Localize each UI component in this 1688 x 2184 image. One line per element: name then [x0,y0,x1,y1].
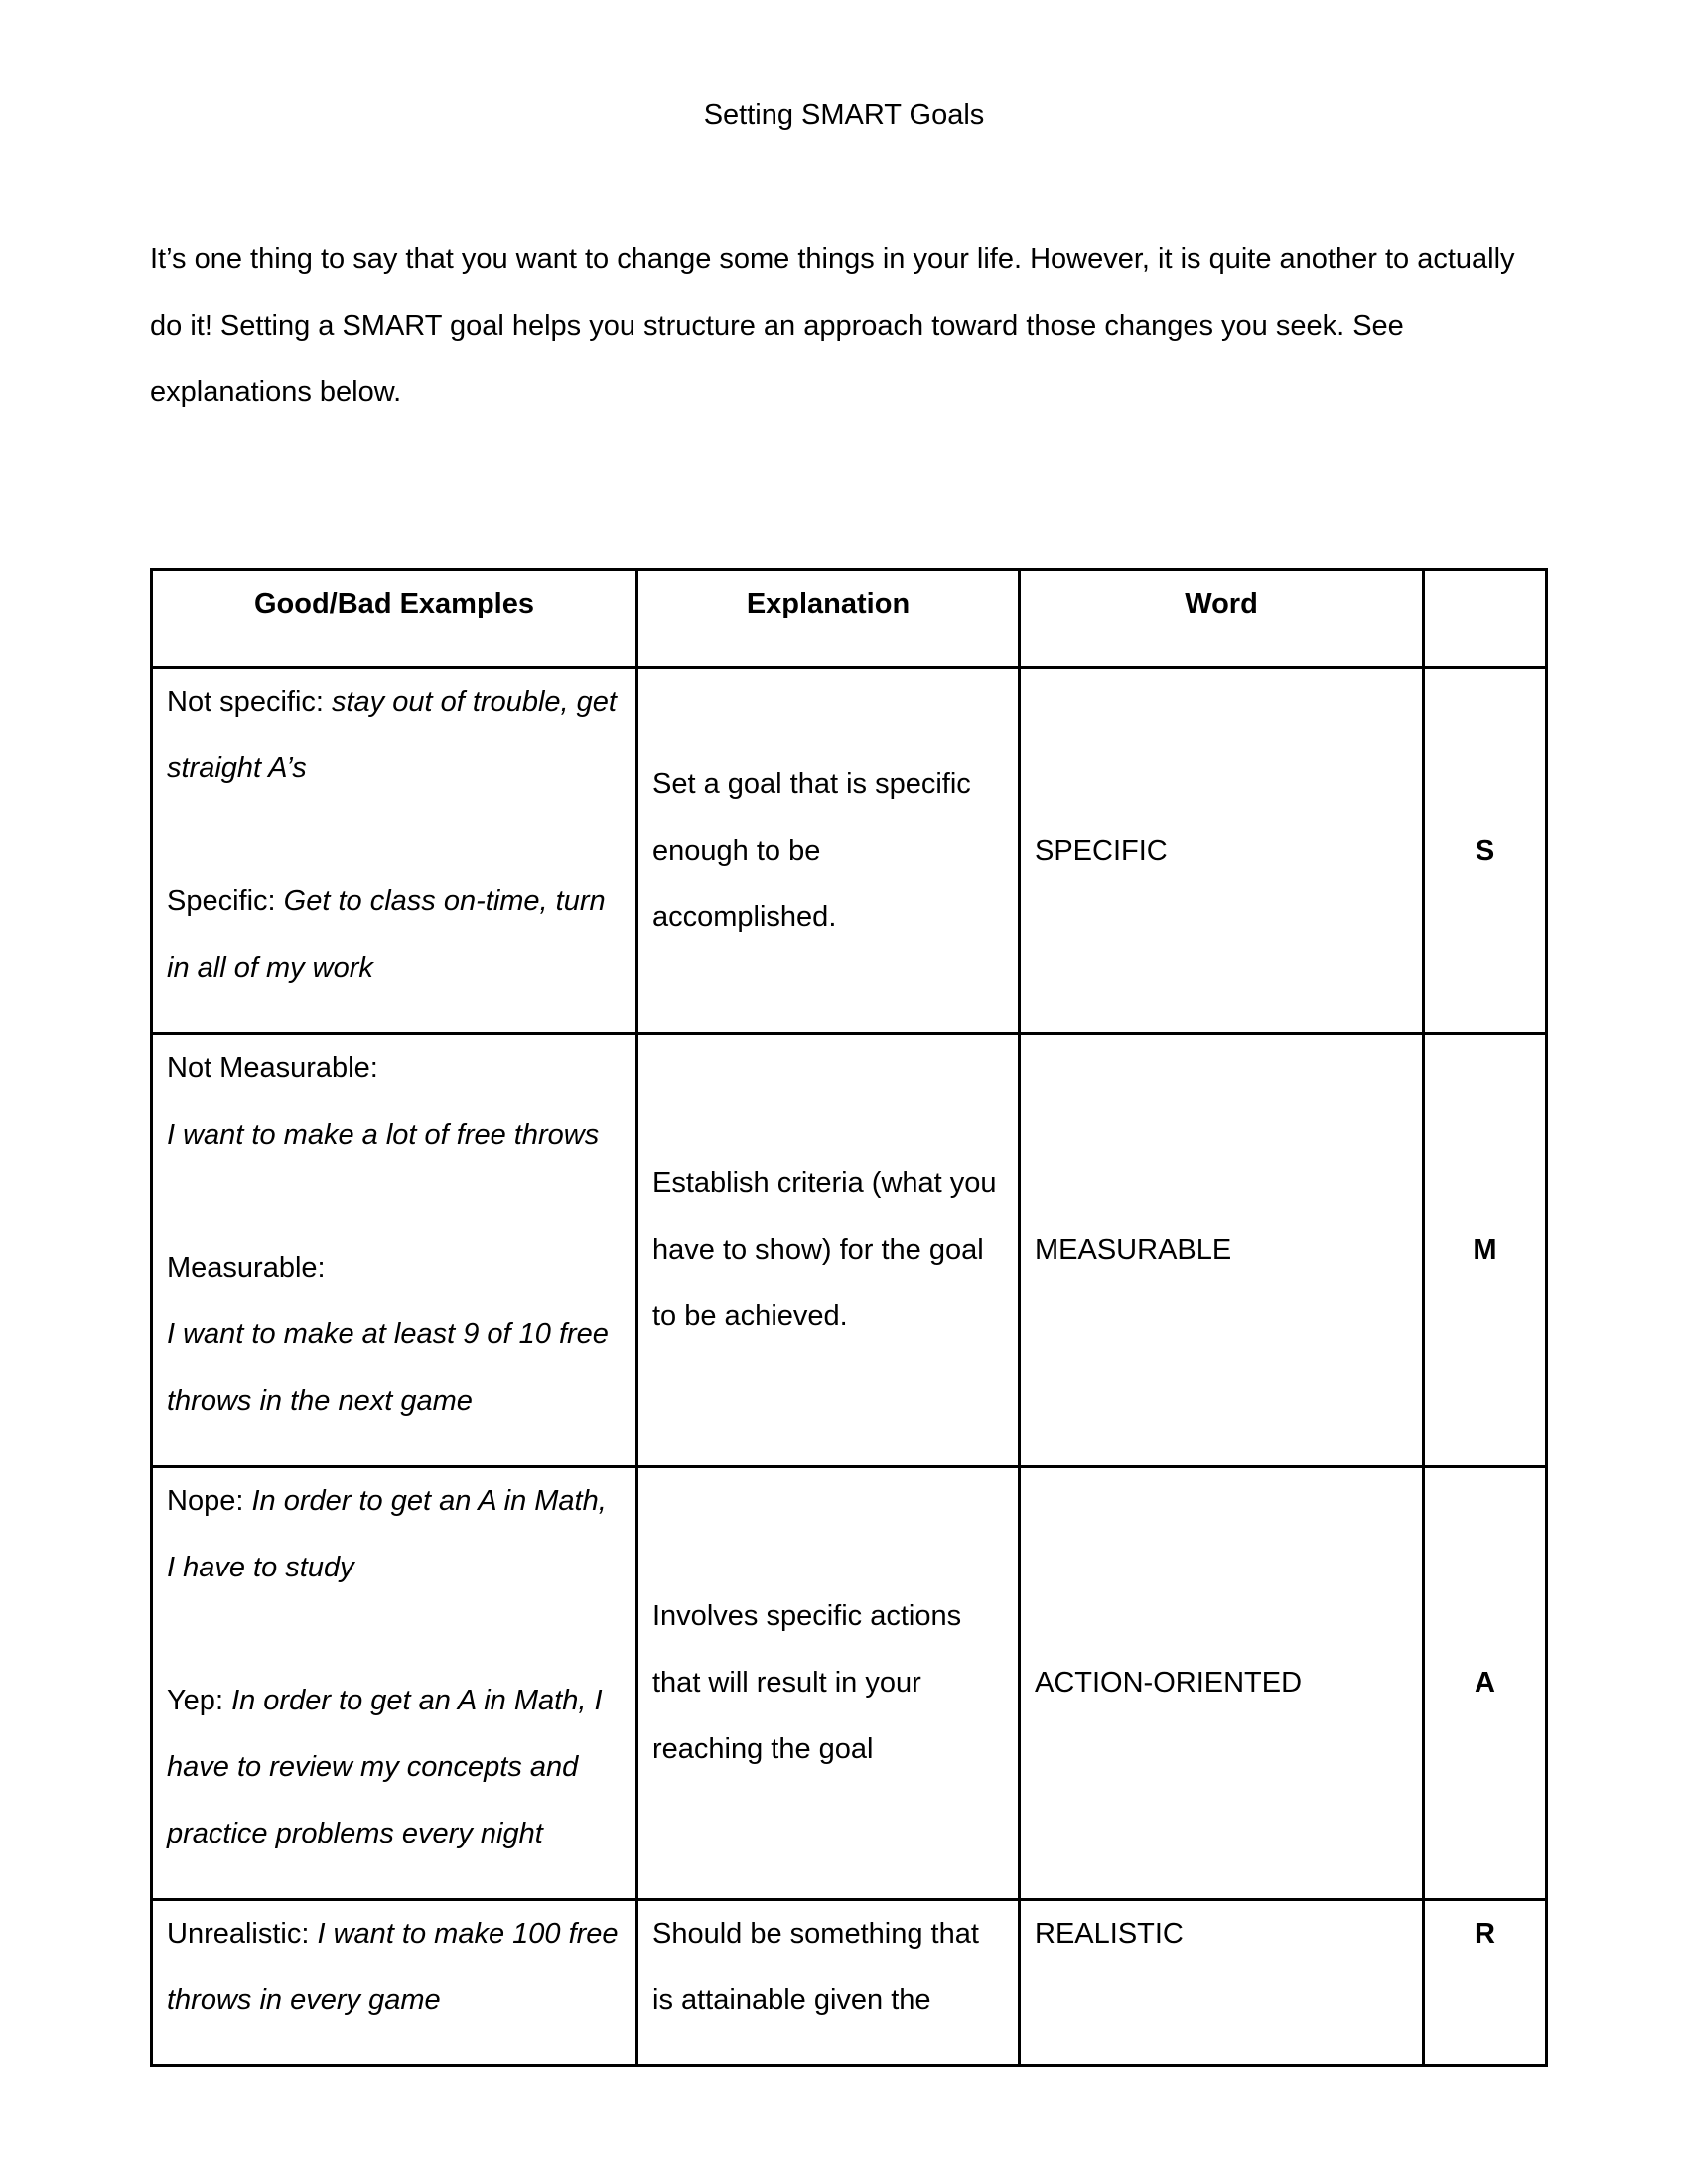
letter-cell: A [1424,1467,1547,1900]
explanation-line: Should be something that [652,1918,979,1950]
spacer [167,802,622,869]
spacer [167,1168,622,1235]
letter-cell: R [1424,1900,1547,2066]
example-line [167,669,622,736]
explanation-line: to be achieved. [652,1300,848,1332]
example-label: Specific: [167,886,284,917]
example-label: Unrealistic: [167,1918,318,1950]
examples-cell [152,1034,637,1467]
example-line [167,869,622,935]
explanation-line: is attainable given the [652,1984,931,2016]
example-text: Get to class on-time, turn [283,886,606,917]
explanation-cell [637,668,1020,1034]
header-explanation: Explanation [637,570,1020,668]
word-cell: MEASURABLE [1020,1034,1424,1467]
explanation-line: have to show) for the goal [652,1234,984,1266]
example-label: Nope: [167,1485,252,1517]
explanation-line: Set a goal that is specific [652,767,971,800]
example-line [167,1901,622,1968]
example-label: Yep: [167,1685,232,1716]
example-text: I want to make 100 free [317,1918,619,1950]
example-line [167,1468,622,1535]
explanation-line: Involves specific actions [652,1600,962,1632]
word-cell: ACTION-ORIENTED [1020,1467,1424,1900]
example-text: I want to make at least 9 of 10 free [167,1318,609,1350]
explanation-line: that will result in your [652,1667,921,1699]
explanation-cell [637,1900,1020,2066]
word-cell: REALISTIC [1020,1900,1424,2066]
explanation-line: Establish criteria (what you [652,1167,997,1199]
explanation-line: accomplished. [652,900,837,933]
example-text: I have to study [167,1552,354,1583]
table-row-measurable [152,1034,1547,1467]
letter-cell: S [1424,668,1547,1034]
explanation-line: enough to be [652,834,821,867]
table-row-specific [152,668,1547,1034]
example-label: Measurable: [167,1252,326,1284]
intro-line: do it! Setting a SMART goal helps you structure an approach toward those changes you seek. See [150,310,1404,341]
letter-cell: M [1424,1034,1547,1467]
example-text: I want to make a lot of free throws [167,1119,600,1151]
example-text: straight A’s [167,752,307,784]
example-text: In order to get an A in Math, [251,1485,607,1517]
example-text: throws in every game [167,1984,441,2016]
examples-cell [152,668,637,1034]
examples-cell [152,1900,637,2066]
table-row-action-oriented [152,1467,1547,1900]
example-label: Not specific: [167,686,332,718]
word-cell: SPECIFIC [1020,668,1424,1034]
header-examples: Good/Bad Examples [152,570,637,668]
document-title: Setting SMART Goals [703,99,985,131]
example-text: In order to get an A in Math, I [231,1685,603,1716]
spacer [167,1601,622,1668]
example-text: in all of my work [167,952,373,984]
example-text: have to review my concepts and [167,1751,579,1783]
explanation-line: reaching the goal [652,1733,874,1765]
intro-line: It’s one thing to say that you want to change some things in your life. However, it is quite another to actually [150,243,1515,275]
example-label: Not Measurable: [167,1052,378,1084]
explanation-cell [637,1034,1020,1467]
header-word: Word [1020,570,1424,668]
intro-paragraph [150,226,1560,426]
example-text: stay out of trouble, get [332,686,617,718]
table-header-row [152,570,1547,668]
explanation-cell [637,1467,1020,1900]
table-row-realistic [152,1900,1547,2066]
example-text: throws in the next game [167,1385,473,1417]
example-line [167,1668,622,1734]
smart-goals-table [150,568,1548,2067]
example-text: practice problems every night [167,1818,543,1849]
examples-cell [152,1467,637,1900]
header-letter [1424,570,1547,668]
intro-line: explanations below. [150,376,402,408]
